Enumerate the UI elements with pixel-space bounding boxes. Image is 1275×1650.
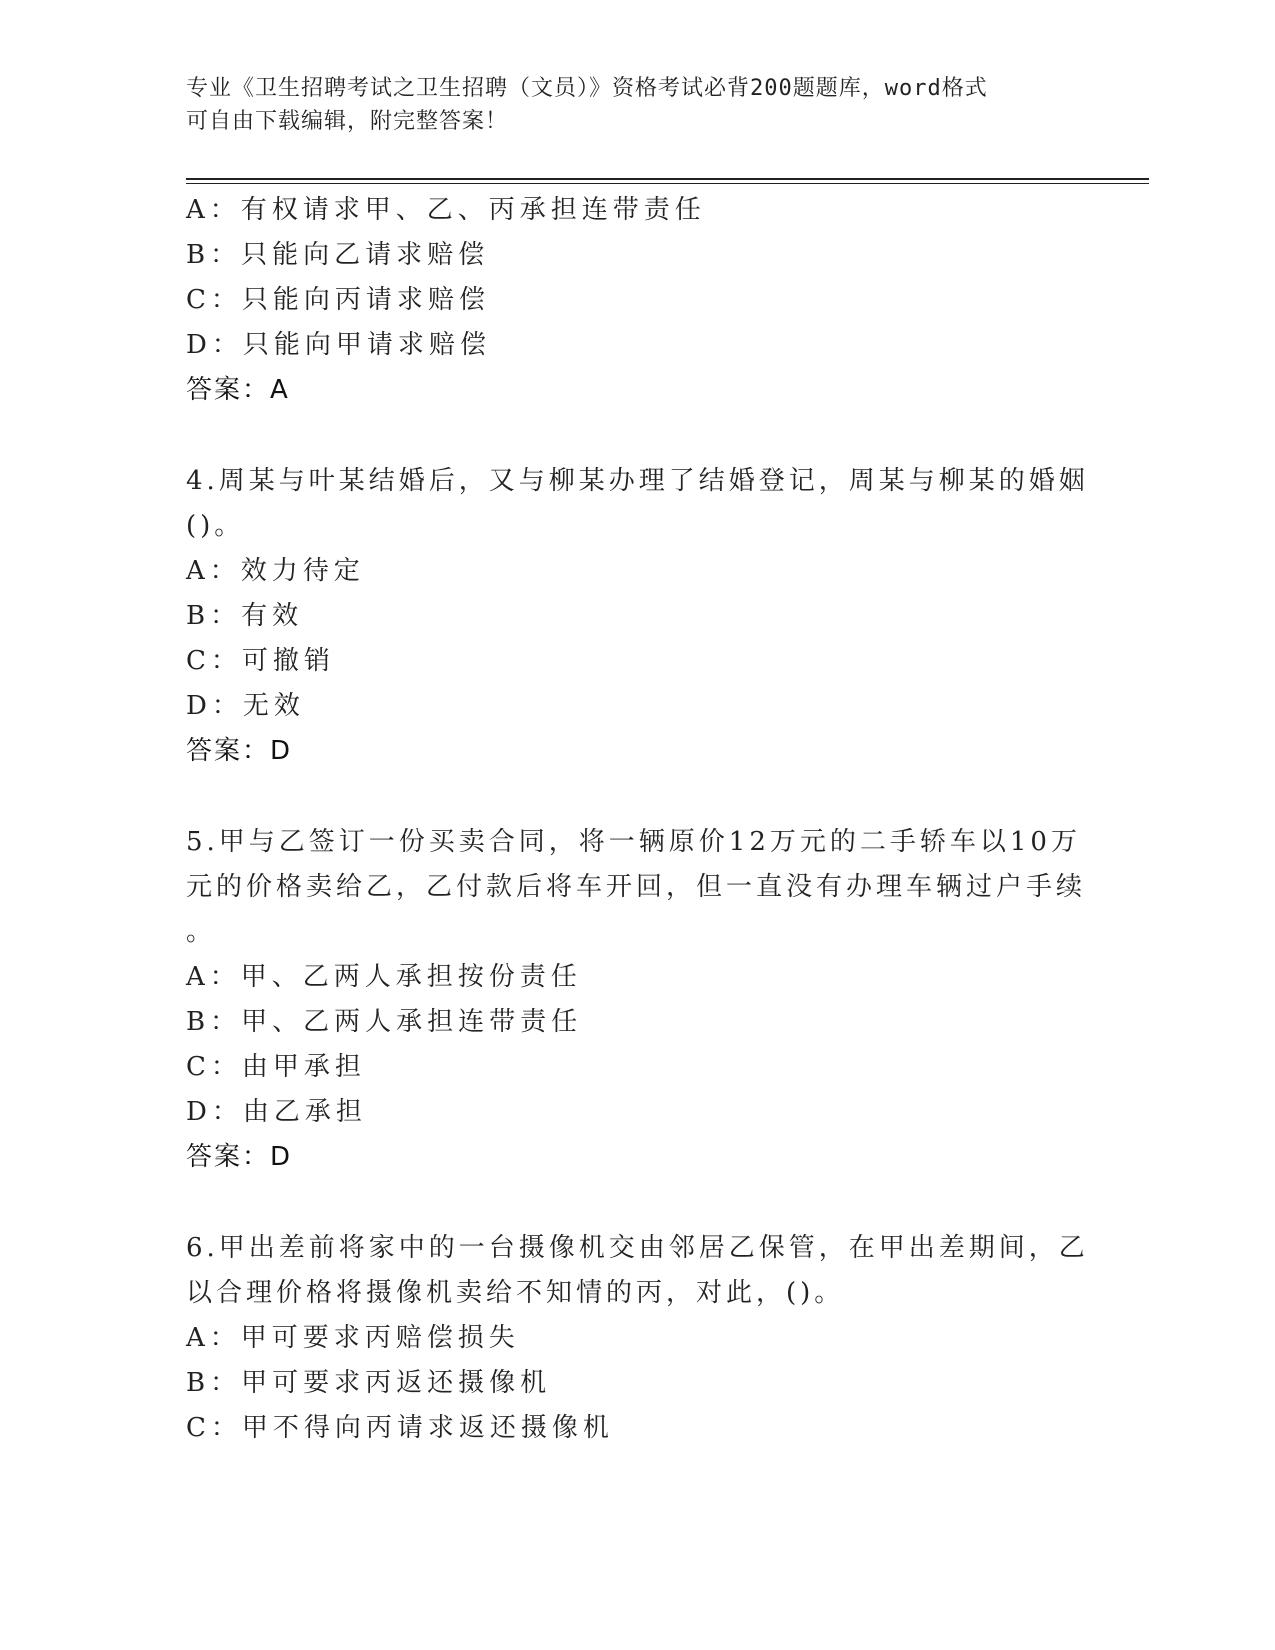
header-divider-thin (186, 183, 1149, 184)
option-c: C：由甲承担 (186, 1052, 366, 1082)
option-b: B：有效 (186, 601, 304, 631)
question-stem (186, 1226, 1089, 1316)
answer: 答案：D (186, 736, 293, 766)
question-stem (186, 820, 1087, 955)
option-d: D：只能向甲请求赔偿 (186, 330, 491, 360)
question-4 (186, 459, 1089, 774)
option-a: A：甲可要求丙赔偿损失 (186, 1323, 520, 1353)
answer: 答案：A (186, 375, 290, 405)
stem-line: ()。 (186, 511, 245, 541)
stem-line: 5.甲与乙签订一份买卖合同，将一辆原价12万元的二手轿车以10万 (186, 827, 1081, 857)
option-a: A：有权请求甲、乙、丙承担连带责任 (186, 195, 706, 225)
option-b: B：甲、乙两人承担连带责任 (186, 1007, 583, 1037)
question-5 (186, 820, 1087, 1180)
question-6 (186, 1226, 1089, 1451)
option-b: B：甲可要求丙返还摄像机 (186, 1368, 552, 1398)
document-header (186, 72, 1066, 138)
option-a: A：甲、乙两人承担按份责任 (186, 962, 582, 992)
option-b: B：只能向乙请求赔偿 (186, 240, 490, 270)
option-c: C：只能向丙请求赔偿 (186, 285, 490, 315)
question-stem (186, 459, 1089, 549)
answer: 答案：D (186, 1142, 293, 1172)
document-body (186, 188, 1089, 1451)
option-d: D：由乙承担 (186, 1097, 367, 1127)
header-divider-thick (186, 178, 1149, 180)
stem-line: 6.甲出差前将家中的一台摄像机交由邻居乙保管，在甲出差期间，乙 (186, 1233, 1089, 1263)
stem-line: 4.周某与叶某结婚后，又与柳某办理了结婚登记，周某与柳某的婚姻 (186, 466, 1089, 496)
stem-line: 以合理价格将摄像机卖给不知情的丙，对此，()。 (186, 1278, 845, 1308)
question-3 (186, 188, 1066, 413)
option-d: D：无效 (186, 691, 305, 721)
stem-line: 元的价格卖给乙，乙付款后将车开回，但一直没有办理车辆过户手续 (186, 872, 1087, 902)
option-c: C：甲不得向丙请求返还摄像机 (186, 1413, 614, 1443)
header-line-1: 专业《卫生招聘考试之卫生招聘（文员）》资格考试必背200题题库，word格式 (186, 76, 988, 101)
option-c: C：可撤销 (186, 646, 335, 676)
stem-line: 。 (186, 917, 217, 947)
header-line-2: 可自由下载编辑，附完整答案！ (186, 109, 509, 134)
option-a: A：效力待定 (186, 556, 365, 586)
